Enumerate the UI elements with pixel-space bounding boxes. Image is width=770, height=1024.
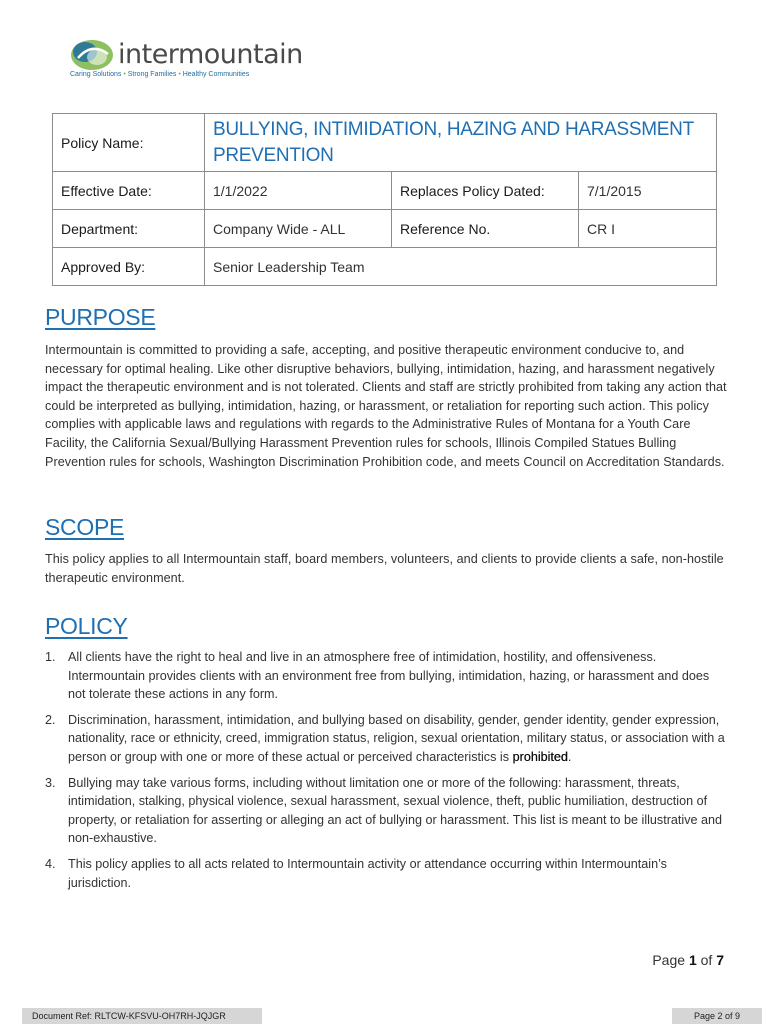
scope-heading: SCOPE bbox=[45, 514, 125, 540]
policy-item: 2. Discrimination, harassment, intimidation, and bullying based on disability, gender, gender identity, gender expression, nationality, race or ethnicity, creed, immigration status, religion, sexual orientation, military status, or association with a person or group with one or more of these actual or perceived characteristics is prohibited. bbox=[45, 712, 725, 764]
purpose-heading: PURPOSE bbox=[45, 304, 156, 330]
replaces-label: Replaces Policy Dated: bbox=[392, 172, 579, 210]
reference-label: Reference No. bbox=[392, 210, 579, 248]
prohibited-emphasis: prohibited bbox=[512, 749, 568, 764]
approved-value: Senior Leadership Team bbox=[205, 248, 717, 286]
policy-list bbox=[45, 648, 727, 899]
policy-item: 3. Bullying may take various forms, including without limitation one or more of the following: harassment, threats, intimidation, stalking, physical violence, sexual harassment, sexual violence, theft, public humiliation, destruction of property, or retaliation for asserting or alleging an act of bullying or harassment. This list is meant to be illustrative and non-exhaustive. bbox=[45, 775, 723, 846]
effective-date-value: 1/1/2022 bbox=[205, 172, 392, 210]
intermountain-logo bbox=[70, 38, 310, 84]
policy-item: 4. This policy applies to all acts related to Intermountain activity or attendance occurring within Intermountain’s jurisdiction. bbox=[45, 856, 667, 890]
footer-page: Page 2 of 9 bbox=[672, 1008, 762, 1024]
department-value: Company Wide - ALL bbox=[205, 210, 392, 248]
department-label: Department: bbox=[53, 210, 205, 248]
effective-date-label: Effective Date: bbox=[53, 172, 205, 210]
document-ref: Document Ref: RLTCW-KFSVU-OH7RH-JQJGR bbox=[22, 1008, 262, 1024]
logo-mark-icon bbox=[70, 38, 116, 72]
policy-heading: POLICY bbox=[45, 613, 128, 639]
reference-value: CR I bbox=[579, 210, 717, 248]
policy-name-value: BULLYING, INTIMIDATION, HAZING AND HARASSMENT PREVENTION bbox=[205, 114, 717, 172]
logo-tagline: Caring Solutions • Strong Families • Healthy Communities bbox=[70, 71, 250, 78]
logo-wordmark: intermountain bbox=[118, 39, 303, 70]
policy-item: 1. All clients have the right to heal and live in an atmosphere free of intimidation, hostility, and offensiveness. Intermountain provides clients with an environment free from bullying, intimidation, hazing, or harassment and does not tolerate these actions in any form. bbox=[45, 650, 710, 702]
page-number: Page 1 of 7 bbox=[652, 952, 724, 968]
document-footer bbox=[22, 1008, 762, 1024]
purpose-text: Intermountain is committed to providing a safe, accepting, and positive therapeutic environment conducive to, and necessary for optimal healing. Like other disruptive behaviors, bullying, intimidation, hazing, and harassment negatively impact the therapeutic environment and is not tolerated. Clients and staff are strictly prohibited from taking any action that could be interpreted as bullying, intimidation, hazing, or harassment, or retaliation for reporting such action. This policy complies with applicable laws and regulations with regards to the Administrative Rules of Montana for a Youth Care Facility, the California Sexual/Bullying Harassment Prevention rules for schools, Illinois Compiled Statues Bulling Prevention rules for schools, Washington Discrimination Prohibition code, and meets Council on Accreditation Standards. bbox=[45, 343, 727, 469]
policy-info-table bbox=[52, 113, 717, 286]
policy-name-label: Policy Name: bbox=[53, 114, 205, 172]
approved-label: Approved By: bbox=[53, 248, 205, 286]
replaces-date-value: 7/1/2015 bbox=[579, 172, 717, 210]
scope-text: This policy applies to all Intermountain staff, board members, volunteers, and clients to provide clients a safe, non-hostile therapeutic environment. bbox=[45, 552, 724, 585]
